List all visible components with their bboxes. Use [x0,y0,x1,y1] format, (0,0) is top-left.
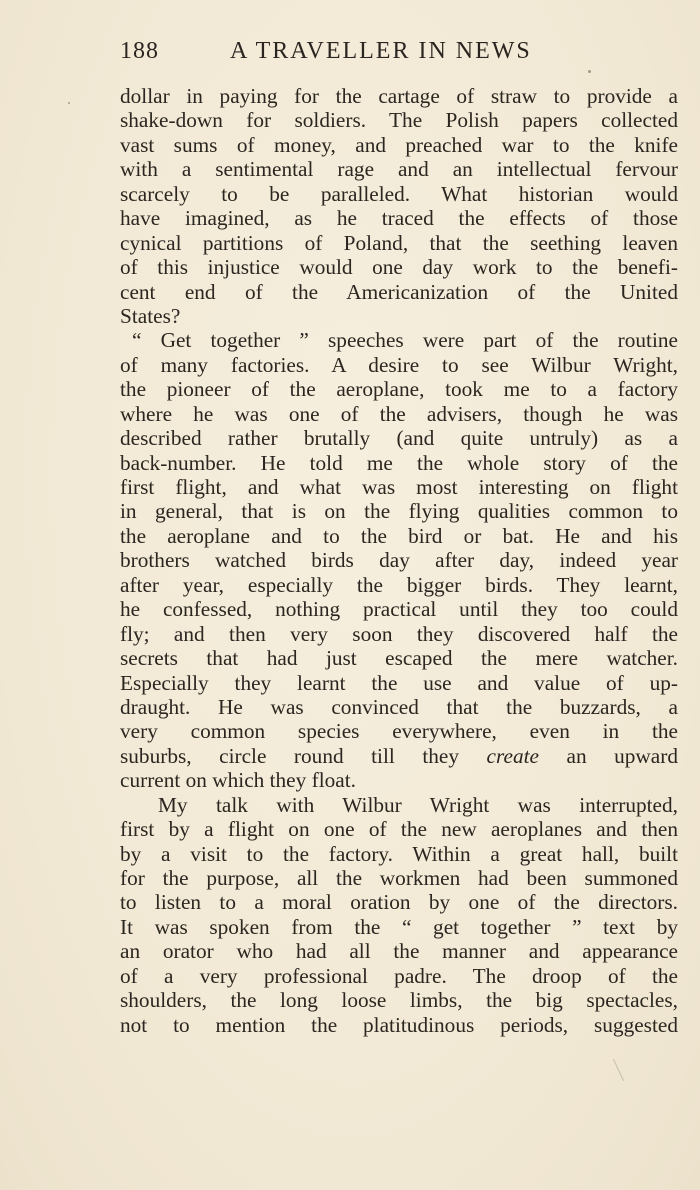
text-line: described rather brutally (and quite untruly) as a [120,426,678,451]
text-line: current on which they float. [120,768,356,793]
text-line: for the purpose, all the workmen had been summoned [120,866,678,890]
text-line: in general, that is on the flying qualities common to [120,499,678,524]
text-line: first by a flight on one of the new aeroplanes and then [120,817,678,842]
text-fragment: suburbs, circle round till they [120,743,487,768]
text-line: draught. He was convinced that the buzzards, a [120,694,678,719]
text-line: vast sums of money, and preached war to the knife [120,132,678,157]
text-line: have imagined, as he traced the effects of those [120,206,678,231]
text-line: fly; and then very soon they discovered half the [120,621,678,646]
text-line: “ Get together ” speeches were part of the routine [132,328,678,353]
text-line: shake-down for soldiers. The Polish papers collected [120,108,678,133]
running-head: A TRAVELLER IN NEWS [230,38,532,64]
text-fragment: an upward [538,743,678,768]
text-line: cent end of the Americanization of the United [120,279,678,304]
text-line: My talk with Wilbur Wright was interrupted, [158,792,678,817]
text-line: back-number. He told me the whole story of the [120,450,678,475]
text-line: by a visit to the factory. Within a great hall, built [120,841,678,866]
page-number: 188 [120,38,159,64]
text-line: cynical partitions of Poland, that the seething leaven [120,230,678,255]
paper-speck [588,70,591,73]
text-line: dollar in paying for the cartage of straw to provide a [120,84,678,108]
paper-speck [68,102,70,104]
page-header [120,38,600,68]
text-line: It was spoken from the “ get together ” text by [120,914,678,939]
text-line: shoulders, the long loose limbs, the big spectacles, [120,988,678,1013]
text-line: where he was one of the advisers, though he was [120,401,678,426]
text-line: the pioneer of the aeroplane, took me to a factory [120,377,678,402]
text-line: after year, especially the bigger birds. They learnt, [120,572,678,597]
paper-mark [613,1059,624,1081]
text-line: to listen to a moral oration by one of the directors. [120,890,678,915]
text-line: Especially they learnt the use and value of up- [120,670,678,695]
text-line: very common species everywhere, even in the [120,719,678,744]
body-text [120,84,678,1037]
text-line: not to mention the platitudinous periods, suggested [120,1012,678,1037]
emphasis-create: create [486,743,539,768]
text-line: he confessed, nothing practical until they too could [120,597,678,622]
text-line: scarcely to be paralleled. What historian would [120,181,678,206]
text-line: of this injustice would one day work to the benefi- [120,255,678,280]
text-line: brothers watched birds day after day, indeed year [120,548,678,573]
text-line-with-emphasis [120,744,678,768]
text-line: of many factories. A desire to see Wilbur Wright, [120,352,678,377]
text-line: with a sentimental rage and an intellectual fervour [120,157,678,182]
text-line: secrets that had just escaped the mere watcher. [120,646,678,671]
text-line: first flight, and what was most interesting on flight [120,475,678,499]
text-line: an orator who had all the manner and appearance [120,939,678,964]
text-line: States? [120,303,181,328]
text-line: the aeroplane and to the bird or bat. He and his [120,523,678,548]
text-line: of a very professional padre. The droop of the [120,963,678,988]
